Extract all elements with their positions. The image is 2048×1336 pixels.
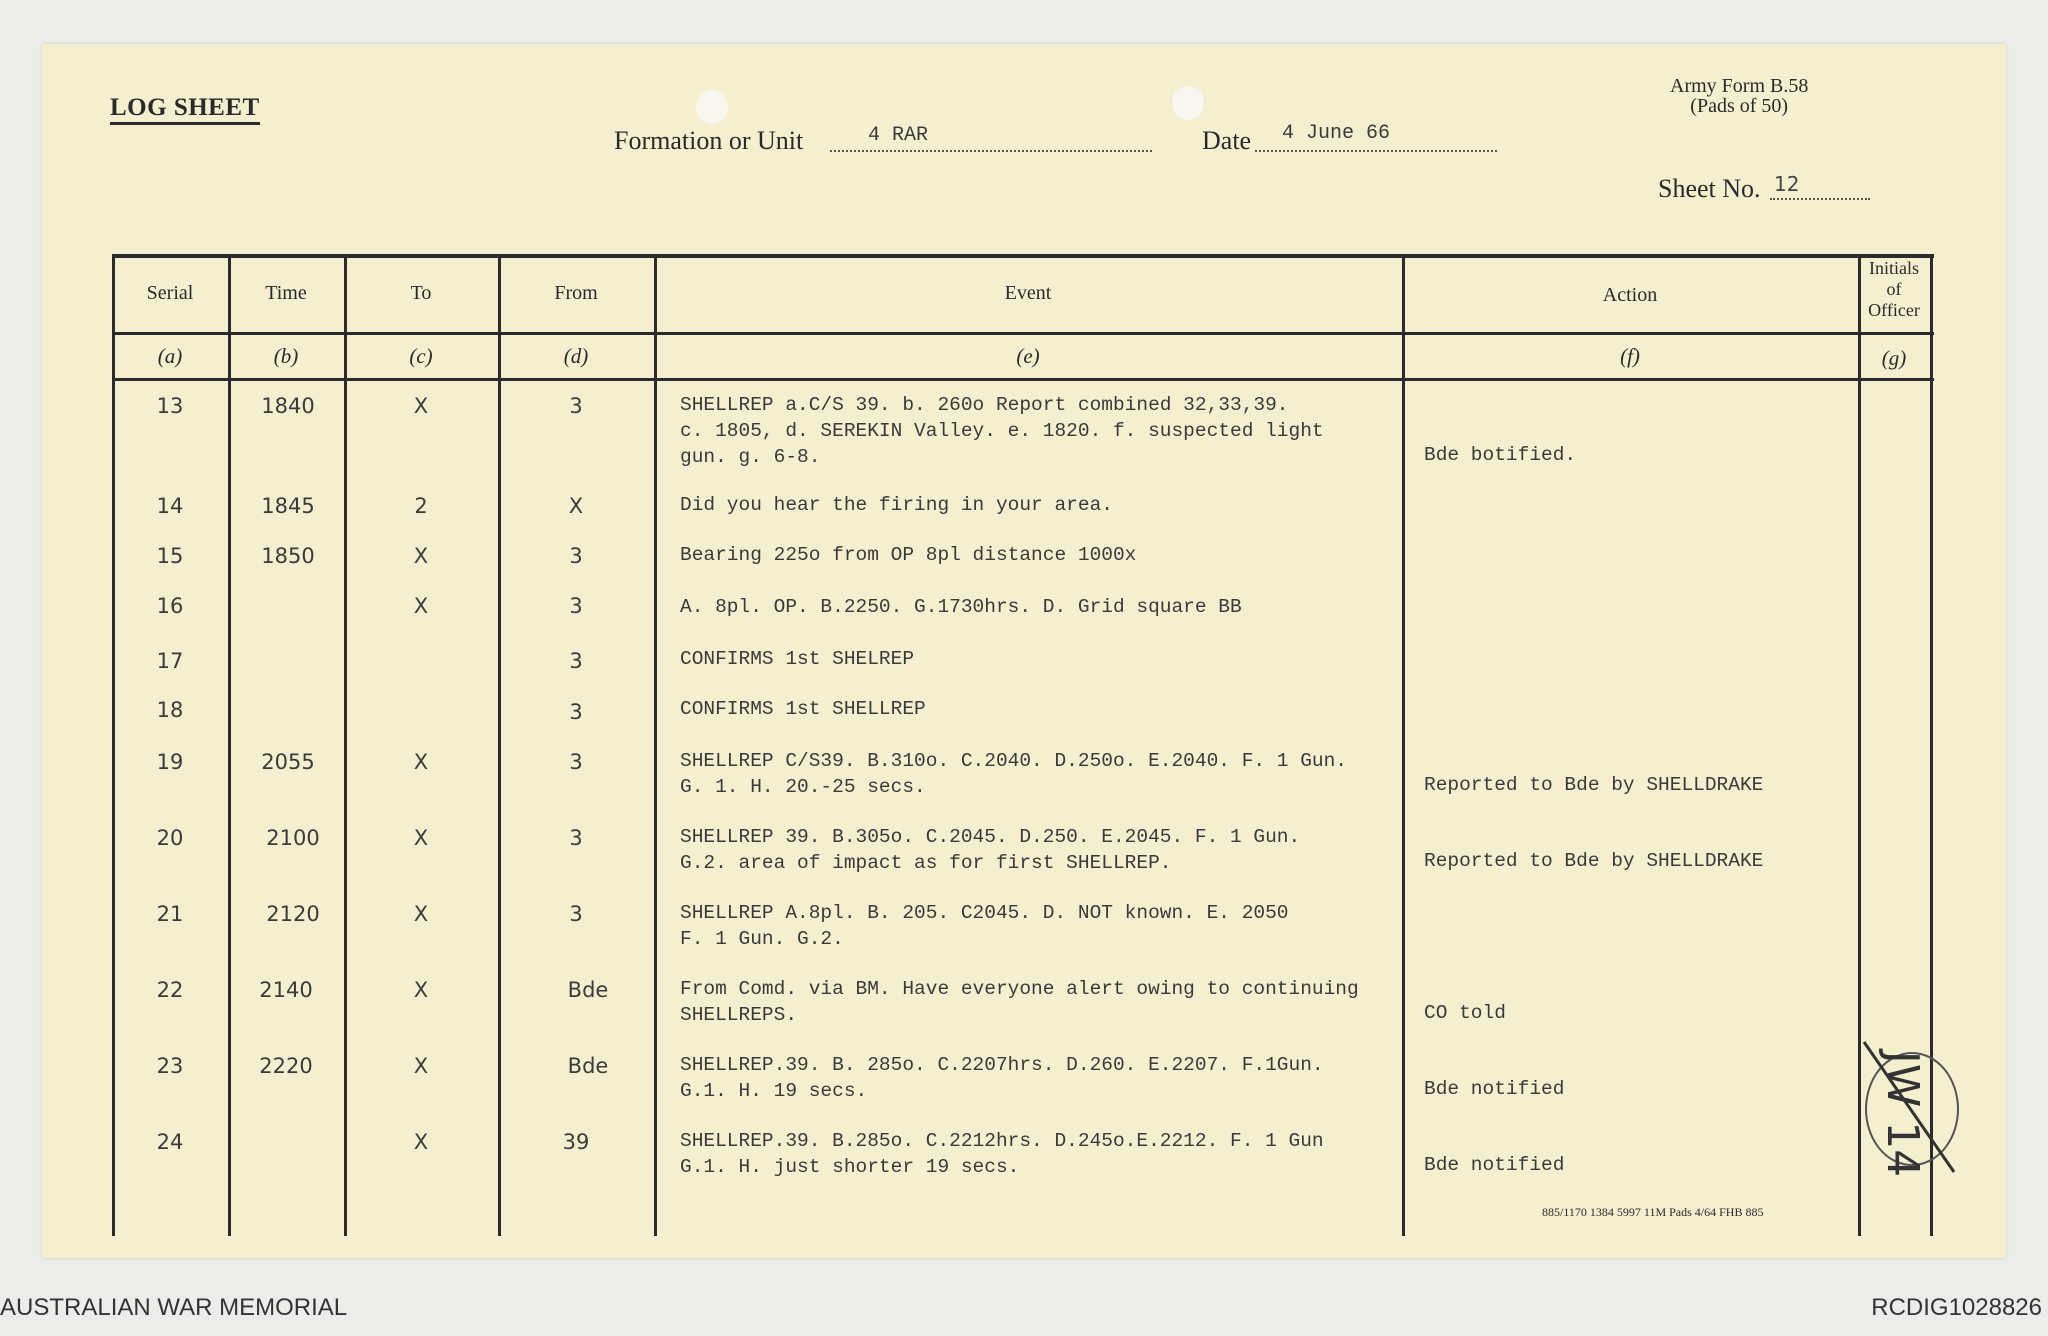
serial-cell: 19 bbox=[156, 750, 184, 774]
col-head-from: From bbox=[554, 282, 598, 304]
from-cell: 3 bbox=[569, 750, 583, 774]
footer-record-id: RCDIG1028826 bbox=[1871, 1294, 2042, 1321]
serial-cell: 24 bbox=[156, 1130, 184, 1154]
to-cell: X bbox=[413, 544, 429, 568]
event-cell: From Comd. via BM. Have everyone alert owing to continuing SHELLREPS. bbox=[680, 978, 1359, 1026]
print-code: 885/1170 1384 5997 11M Pads 4/64 FHB 885 bbox=[1542, 1205, 1764, 1219]
event-cell: SHELLREP.39. B. 285o. C.2207hrs. D.260. E.2207. F.1Gun. G.1. H. 19 secs. bbox=[680, 1054, 1324, 1102]
letter-row-divider bbox=[112, 378, 1934, 381]
serial-cell: 22 bbox=[156, 978, 184, 1002]
punch-hole bbox=[696, 90, 728, 124]
sheet-no-label: Sheet No. bbox=[1658, 174, 1761, 203]
col-head-action: Action bbox=[1602, 284, 1658, 306]
serial-cell: 14 bbox=[156, 494, 184, 518]
action-cell: Reported to Bde by SHELLDRAKE bbox=[1424, 774, 1764, 796]
initials-mark: JW 14 bbox=[1877, 1050, 1928, 1178]
col-letter-a: (a) bbox=[157, 344, 183, 368]
date-value: 4 June 66 bbox=[1282, 122, 1391, 145]
from-cell: Bde bbox=[567, 978, 609, 1002]
action-cell: Bde botified. bbox=[1424, 444, 1577, 466]
time-cell: 2055 bbox=[261, 750, 315, 774]
event-cell: SHELLREP.39. B.285o. C.2212hrs. D.245o.E.2212. F. 1 Gun G.1. H. just shorter 19 secs. bbox=[680, 1130, 1324, 1178]
to-cell: X bbox=[413, 902, 429, 926]
serial-cell: 21 bbox=[156, 902, 184, 926]
col-head-time: Time bbox=[265, 282, 307, 304]
time-cell: 2220 bbox=[259, 1054, 313, 1078]
col-letter-c: (c) bbox=[409, 344, 433, 368]
col-letter-g: (g) bbox=[1881, 346, 1907, 370]
form-id-pads: (Pads of 50) bbox=[1690, 95, 1789, 117]
form-id-line: Army Form B.58 bbox=[1670, 75, 1809, 97]
action-cell: Bde notified bbox=[1424, 1154, 1565, 1176]
col-border bbox=[654, 254, 657, 1236]
from-cell: X bbox=[568, 494, 584, 518]
serial-cell: 18 bbox=[156, 698, 184, 722]
event-cell: CONFIRMS 1st SHELREP bbox=[680, 648, 915, 670]
col-letter-d: (d) bbox=[563, 344, 589, 368]
time-cell: 1840 bbox=[261, 394, 315, 418]
col-head-event: Event bbox=[1004, 282, 1052, 304]
event-cell: CONFIRMS 1st SHELLREP bbox=[680, 698, 926, 720]
event-cell: SHELLREP A.8pl. B. 205. C2045. D. NOT known. E. 2050 F. 1 Gun. G.2. bbox=[680, 902, 1289, 950]
to-cell: X bbox=[413, 594, 429, 618]
col-border bbox=[1402, 254, 1405, 1236]
formation-value: 4 RAR bbox=[868, 124, 929, 147]
page-title: LOG SHEET bbox=[110, 94, 260, 125]
time-cell: 2140 bbox=[259, 978, 313, 1002]
formation-label: Formation or Unit bbox=[614, 126, 804, 155]
event-cell: SHELLREP a.C/S 39. b. 260o Report combined 32,33,39. c. 1805, d. SEREKIN Valley. e. 1820. f. suspected light gun. g. 6-8. bbox=[680, 394, 1324, 468]
from-cell: 3 bbox=[569, 649, 583, 673]
to-cell: X bbox=[413, 978, 429, 1002]
from-cell: 3 bbox=[569, 394, 583, 418]
from-cell: Bde bbox=[567, 1054, 609, 1078]
from-cell: 39 bbox=[562, 1130, 590, 1154]
header-divider bbox=[112, 332, 1934, 335]
col-head-to: To bbox=[410, 282, 432, 304]
col-letter-b: (b) bbox=[273, 344, 299, 368]
sheet-no-value: 12 bbox=[1774, 172, 1800, 196]
formation-dotted-line bbox=[830, 150, 1152, 152]
initials-label-line: Initials bbox=[1869, 258, 1919, 278]
event-cell: SHELLREP C/S39. B.310o. C.2040. D.250o. E.2040. F. 1 Gun. G. 1. H. 20.-25 secs. bbox=[680, 750, 1348, 798]
to-cell: X bbox=[413, 750, 429, 774]
date-dotted-line bbox=[1255, 150, 1497, 152]
from-cell: 3 bbox=[569, 902, 583, 926]
event-cell: Did you hear the firing in your area. bbox=[680, 494, 1113, 516]
from-cell: 3 bbox=[569, 826, 583, 850]
event-cell: Bearing 225o from OP 8pl distance 1000x bbox=[680, 544, 1137, 566]
sheet-no-dotted-line bbox=[1770, 198, 1870, 200]
date-label: Date bbox=[1202, 126, 1252, 155]
punch-hole bbox=[1172, 86, 1204, 120]
time-cell: 2100 bbox=[266, 826, 320, 850]
action-cell: Reported to Bde by SHELLDRAKE bbox=[1424, 850, 1764, 872]
to-cell: X bbox=[413, 394, 429, 418]
serial-cell: 20 bbox=[156, 826, 184, 850]
to-cell: X bbox=[413, 1054, 429, 1078]
action-cell: CO told bbox=[1424, 1002, 1506, 1024]
initials-signature bbox=[1860, 1034, 1970, 1224]
action-cell: Bde notified bbox=[1424, 1078, 1565, 1100]
time-cell: 1845 bbox=[261, 494, 315, 518]
col-letter-f: (f) bbox=[1620, 344, 1640, 368]
serial-cell: 17 bbox=[156, 649, 184, 673]
col-head-serial: Serial bbox=[146, 282, 194, 304]
form-identifier bbox=[1670, 76, 1808, 116]
from-cell: 3 bbox=[569, 594, 583, 618]
from-cell: 3 bbox=[569, 700, 583, 724]
time-cell: 1850 bbox=[261, 544, 315, 568]
event-cell: SHELLREP 39. B.305o. C.2045. D.250. E.2045. F. 1 Gun. G.2. area of impact as for first SHELLREP. bbox=[680, 826, 1301, 874]
serial-cell: 15 bbox=[156, 544, 184, 568]
log-sheet-page bbox=[42, 44, 2006, 1258]
from-cell: 3 bbox=[569, 544, 583, 568]
to-cell: 2 bbox=[414, 494, 428, 518]
time-cell: 2120 bbox=[266, 902, 320, 926]
footer-institution: AUSTRALIAN WAR MEMORIAL bbox=[0, 1294, 348, 1321]
initials-label-line: of bbox=[1886, 279, 1902, 299]
initials-label-line: Officer bbox=[1868, 300, 1920, 320]
log-table bbox=[112, 254, 1934, 1236]
event-cell: A. 8pl. OP. B.2250. G.1730hrs. D. Grid square BB bbox=[680, 596, 1242, 618]
col-head-initials bbox=[1858, 258, 1930, 321]
to-cell: X bbox=[413, 826, 429, 850]
serial-cell: 23 bbox=[156, 1054, 184, 1078]
serial-cell: 16 bbox=[156, 594, 184, 618]
to-cell: X bbox=[413, 1130, 429, 1154]
serial-cell: 13 bbox=[156, 394, 184, 418]
table-top-border bbox=[112, 254, 1934, 258]
col-letter-e: (e) bbox=[1016, 344, 1040, 368]
